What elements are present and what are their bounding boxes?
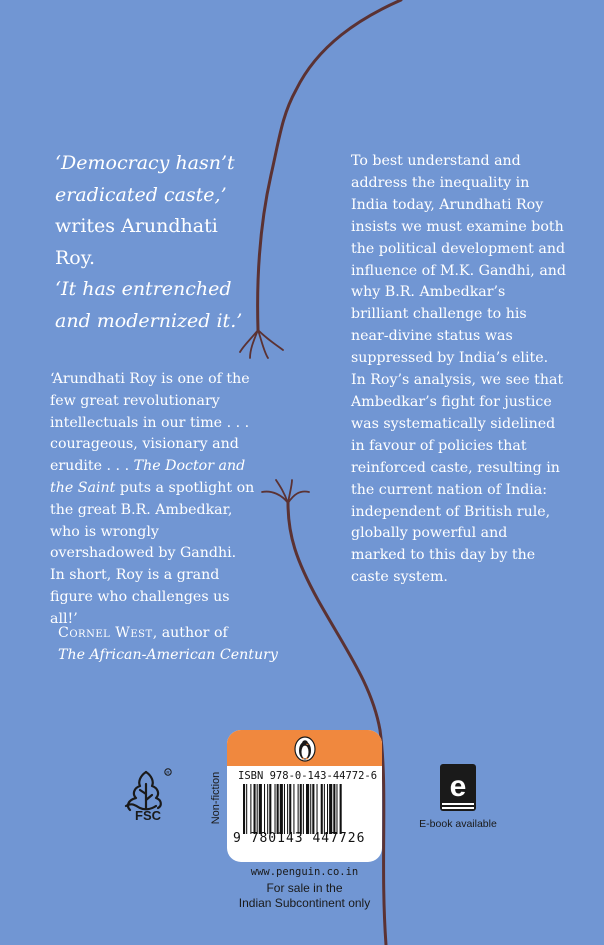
- west-quote-part-2: puts a spotlight on the great B.R. Ambedkar, who is wrongly overshadowed by Gandhi. In short, Roy is a grand figure who challenges us all!’: [50, 479, 255, 627]
- attribution-name: Cornel West: [58, 625, 153, 641]
- barcode-bars: [243, 784, 369, 834]
- roy-quote-line-5: and modernized it.’: [55, 309, 243, 332]
- publisher-website: www.penguin.co.in: [250, 866, 359, 878]
- west-quote-book-title: The Doctor and the Saint: [50, 458, 246, 496]
- isbn-digits: 9 780143 447726: [233, 831, 366, 846]
- quote-attribution: [58, 622, 298, 666]
- ebook-icon: [439, 763, 477, 814]
- lower-root-tendril: [262, 480, 309, 503]
- sale-line-1: For sale in the: [266, 881, 343, 895]
- isbn-label: ISBN 978-0-143-44772-6: [238, 770, 378, 782]
- west-quote-part-1: ‘Arundhati Roy is one of the few great revolutionary intellectuals in our time . . . courageous, visionary and erudite . . .: [50, 371, 250, 475]
- cornel-west-quote: [50, 369, 255, 631]
- attribution-suffix: , author of: [152, 625, 228, 641]
- penguin-logo-icon: [294, 736, 316, 762]
- sale-line-2: Indian Subcontinent only: [238, 896, 371, 910]
- category-text: Non-fiction: [210, 771, 222, 825]
- roy-quote-line-4: ‘It has entrenched: [55, 278, 232, 300]
- ebook-label: E-book available: [419, 818, 497, 830]
- roy-quote-line-1: ‘Democracy hasn’t: [55, 152, 235, 174]
- svg-text:R: R: [166, 770, 170, 775]
- category-label: [206, 770, 226, 830]
- isbn-barcode-panel: [227, 730, 382, 862]
- roy-quote-line-3: writes Arundhati Roy.: [55, 215, 218, 269]
- roy-pull-quote: [55, 148, 255, 337]
- sale-territory-note: [227, 881, 382, 911]
- fsc-label: FSC: [135, 808, 161, 823]
- roy-quote-line-2: eradicated caste,’: [55, 183, 227, 206]
- book-description: To best understand and address the inequality in India today, Arundhati Roy insists we must examine both the political development and influence of M.K. Gandhi, and why B.R. Ambedkar’s brilliant challenge to his near-divine status was suppressed by India’s elite. In Roy’s analysis, we see that Ambedkar’s fight for justice was systematically sidelined in favour of policies that reinforced caste, resulting in the current nation of India: independent of British rule, globally powerful and marked to this day by the caste system.: [351, 153, 567, 586]
- publisher-band: [227, 730, 382, 766]
- svg-text:e: e: [449, 770, 467, 803]
- attribution-book: The African-American Century: [58, 647, 278, 663]
